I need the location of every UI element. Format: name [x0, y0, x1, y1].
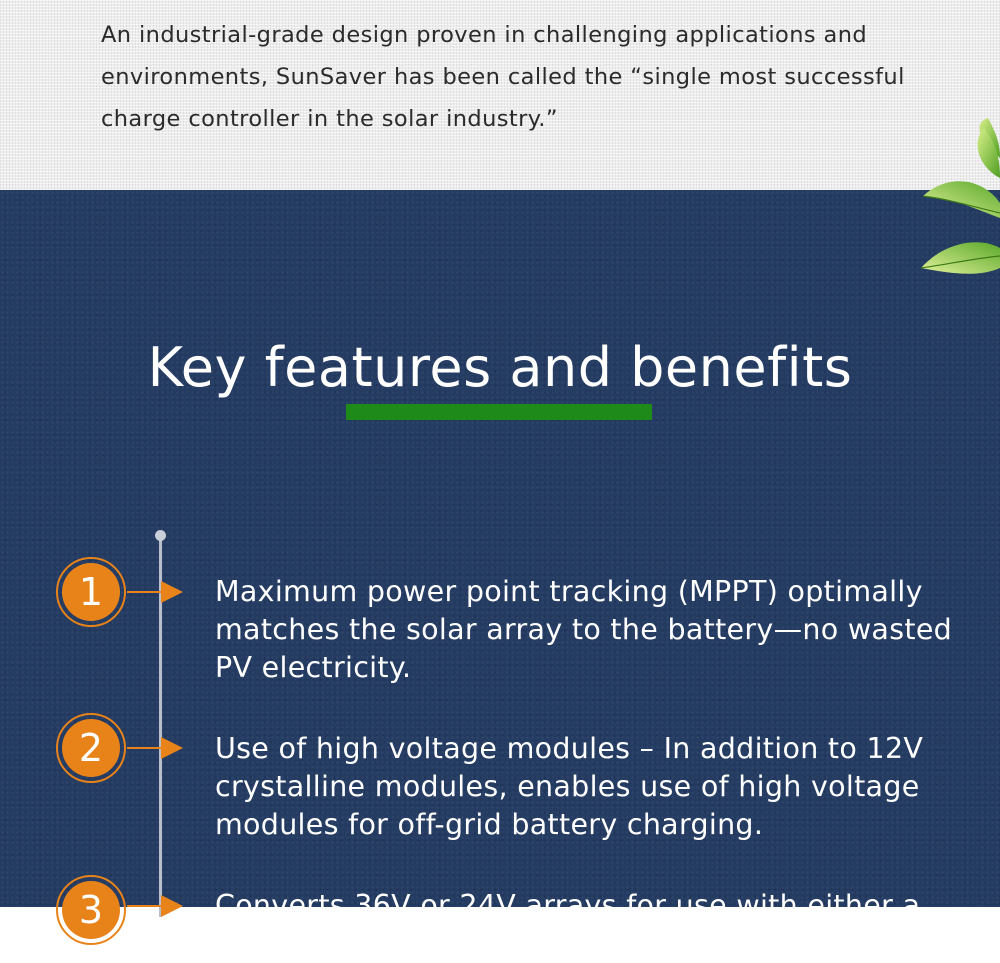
connector-line: [127, 591, 161, 593]
feature-1-badge: [56, 557, 126, 627]
feature-2-badge: [56, 713, 126, 783]
feature-number: 3: [62, 881, 120, 939]
feature-3-text: Converts 36V or 24V arrays for use with either a 24V: [215, 889, 921, 960]
feature-2-text: Use of high voltage modules – In addition to 12V crystalline modules, enables use of high voltage modules for off-grid battery charging.: [215, 732, 924, 841]
connector-line: [127, 747, 161, 749]
title-underline: [346, 404, 652, 420]
timeline-dot: [155, 530, 166, 541]
arrow-icon: [161, 581, 183, 603]
feature-1-text: Maximum power point tracking (MPPT) optimally matches the solar array to the battery—no wasted PV electricity.: [215, 575, 953, 684]
section-title: Key features and benefits: [147, 336, 853, 399]
feature-3-badge: [56, 875, 126, 945]
leaf-icon: [918, 118, 1000, 288]
feature-number: 1: [62, 563, 120, 621]
arrow-icon: [161, 895, 183, 917]
arrow-icon: [161, 737, 183, 759]
intro-paragraph: An industrial-grade design proven in challenging applications and environments, SunSaver has been called the “single most successful charge controller in the solar industry.”: [101, 22, 905, 132]
feature-number: 2: [62, 719, 120, 777]
intro-section: [0, 0, 1000, 190]
